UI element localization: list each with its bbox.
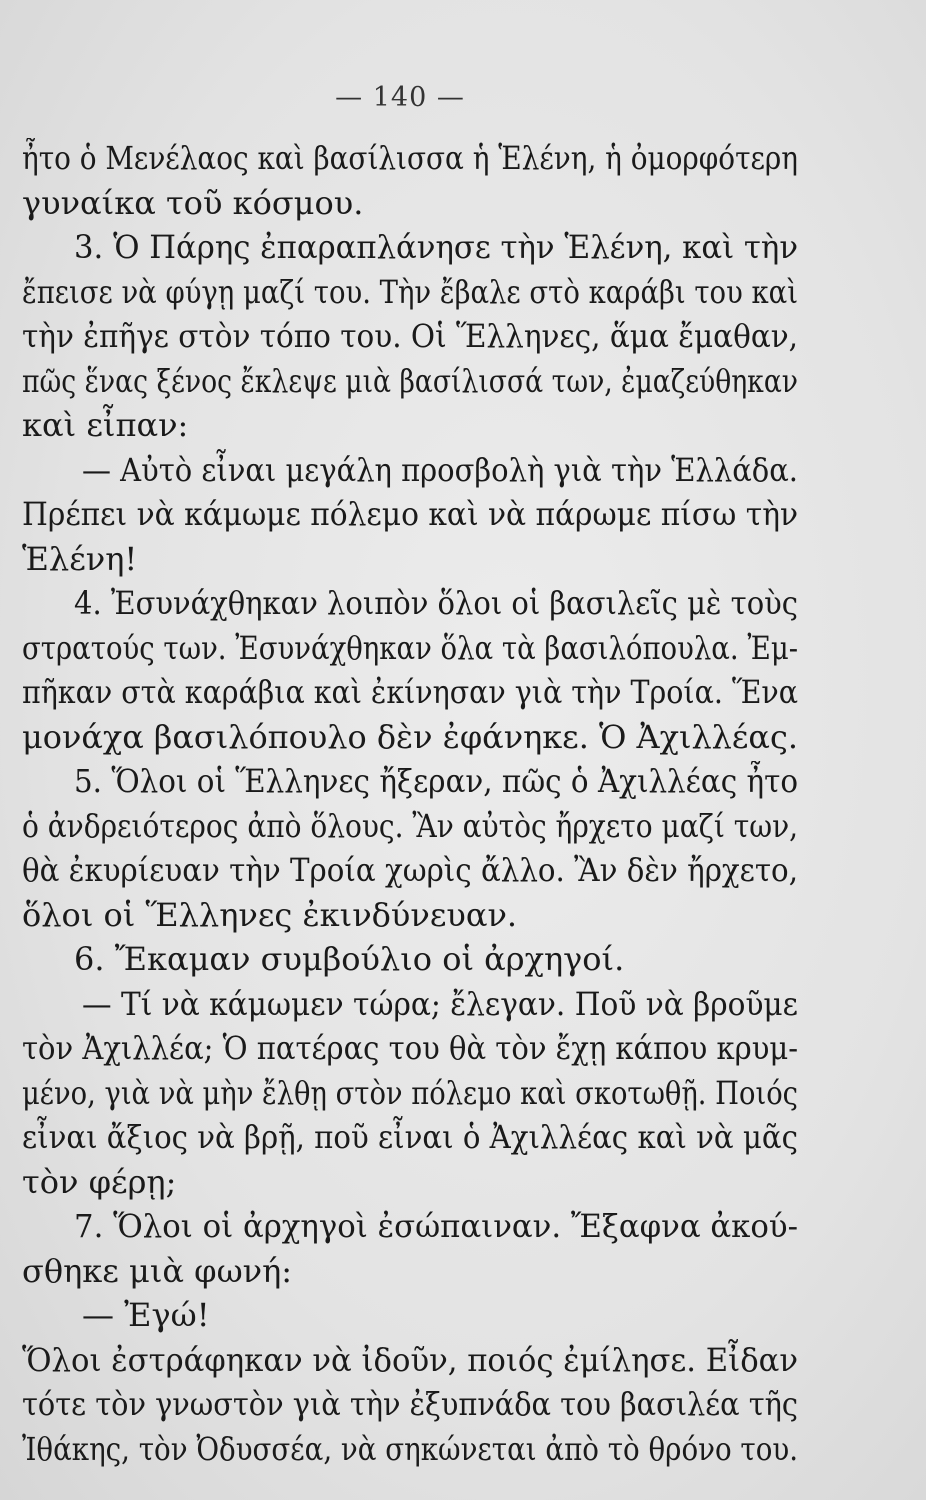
text-line: στρατούς των. Ἐσυνάχθηκαν ὅλα τὰ βασιλόπουλα. Ἐμ- [22,628,798,667]
text-line: Πρέπει νὰ κάμωμε πόλεμο καὶ νὰ πάρωμε πίσω τὴν [22,495,798,533]
text-line: 5. Ὅλοι οἱ Ἕλληνες ἤξεραν, πῶς ὁ Ἀχιλλέας ἦτο [74,762,798,800]
text-line: τότε τὸν γνωστὸν γιὰ τὴν ἐξυπνάδα του βασιλέα τῆς [22,1385,798,1423]
text-line: τὸν φέρῃ; [22,1162,177,1201]
text-line: 4. Ἐσυνάχθηκαν λοιπὸν ὅλοι οἱ βασιλεῖς μὲ τοὺς [74,584,798,622]
text-line: εἶναι ἄξιος νὰ βρῇ, ποῦ εἶναι ὁ Ἀχιλλέας καὶ νὰ μᾶς [22,1118,798,1156]
body-text [22,136,798,1471]
text-line: 3. Ὁ Πάρης ἐπαραπλάνησε τὴν Ἑλένη, καὶ τὴν [74,228,798,266]
text-line: Ὅλοι ἐστράφηκαν νὰ ἰδοῦν, ποιός ἐμίλησε. Εἶδαν [22,1340,798,1379]
text-line: — Αὐτὸ εἶναι μεγάλη προσβολὴ γιὰ τὴν Ἑλλάδα. [82,450,798,489]
page-number: — 140 — [335,82,465,113]
text-line: πῆκαν στὰ καράβια καὶ ἐκίνησαν γιὰ τὴν Τροία. Ἕνα [22,673,798,711]
text-line: ἔπεισε νὰ φύγῃ μαζί του. Τὴν ἔβαλε στὸ καράβι του καὶ [22,272,798,311]
text-line: — Τί νὰ κάμωμεν τώρα; ἔλεγαν. Ποῦ νὰ βροῦμε [82,984,798,1023]
text-line: μένο, γιὰ νὰ μὴν ἔλθῃ στὸν πόλεμο καὶ σκοτωθῇ. Ποιός [22,1073,798,1112]
text-line: καὶ εἶπαν: [22,406,189,444]
text-line: ὁ ἀνδρειότερος ἀπὸ ὅλους. Ἂν αὐτὸς ἤρχετο μαζί των, [22,806,798,845]
text-line: Ἑλένη! [22,539,138,578]
text-line: 6. Ἔκαμαν συμβούλιο οἱ ἀρχηγοί. [74,940,625,978]
text-line: μονάχα βασιλόπουλο δὲν ἐφάνηκε. Ὁ Ἀχιλλέας. [22,717,798,756]
text-line: πῶς ἕνας ξένος ἔκλεψε μιὰ βασίλισσά των, ἐμαζεύθηκαν [22,361,798,400]
text-line: τὸν Ἀχιλλέα; Ὁ πατέρας του θὰ τὸν ἔχῃ κάπου κρυμ- [22,1029,798,1067]
text-line: σθηκε μιὰ φωνή: [22,1251,293,1290]
text-line: τὴν ἐπῆγε στὸν τόπο του. Οἱ Ἕλληνες, ἅμα ἔμαθαν, [22,317,798,355]
text-line: 7. Ὅλοι οἱ ἀρχηγοὶ ἐσώπαιναν. Ἔξαφνα ἀκού- [74,1207,798,1245]
text-line: — Ἐγώ! [82,1296,210,1334]
text-line: ἦτο ὁ Μενέλαος καὶ βασίλισσα ἡ Ἑλένη, ἡ ὀμορφότερη [22,139,798,177]
text-line: Ἰθάκης, τὸν Ὀδυσσέα, νὰ σηκώνεται ἀπὸ τὸ θρόνο του. [22,1429,798,1468]
text-line: θὰ ἐκυρίευαν τὴν Τροία χωρὶς ἄλλο. Ἂν δὲν ἤρχετο, [22,851,798,889]
text-line: γυναίκα τοῦ κόσμου. [22,183,364,222]
text-line: ὅλοι οἱ Ἕλληνες ἐκινδύνευαν. [22,895,518,934]
